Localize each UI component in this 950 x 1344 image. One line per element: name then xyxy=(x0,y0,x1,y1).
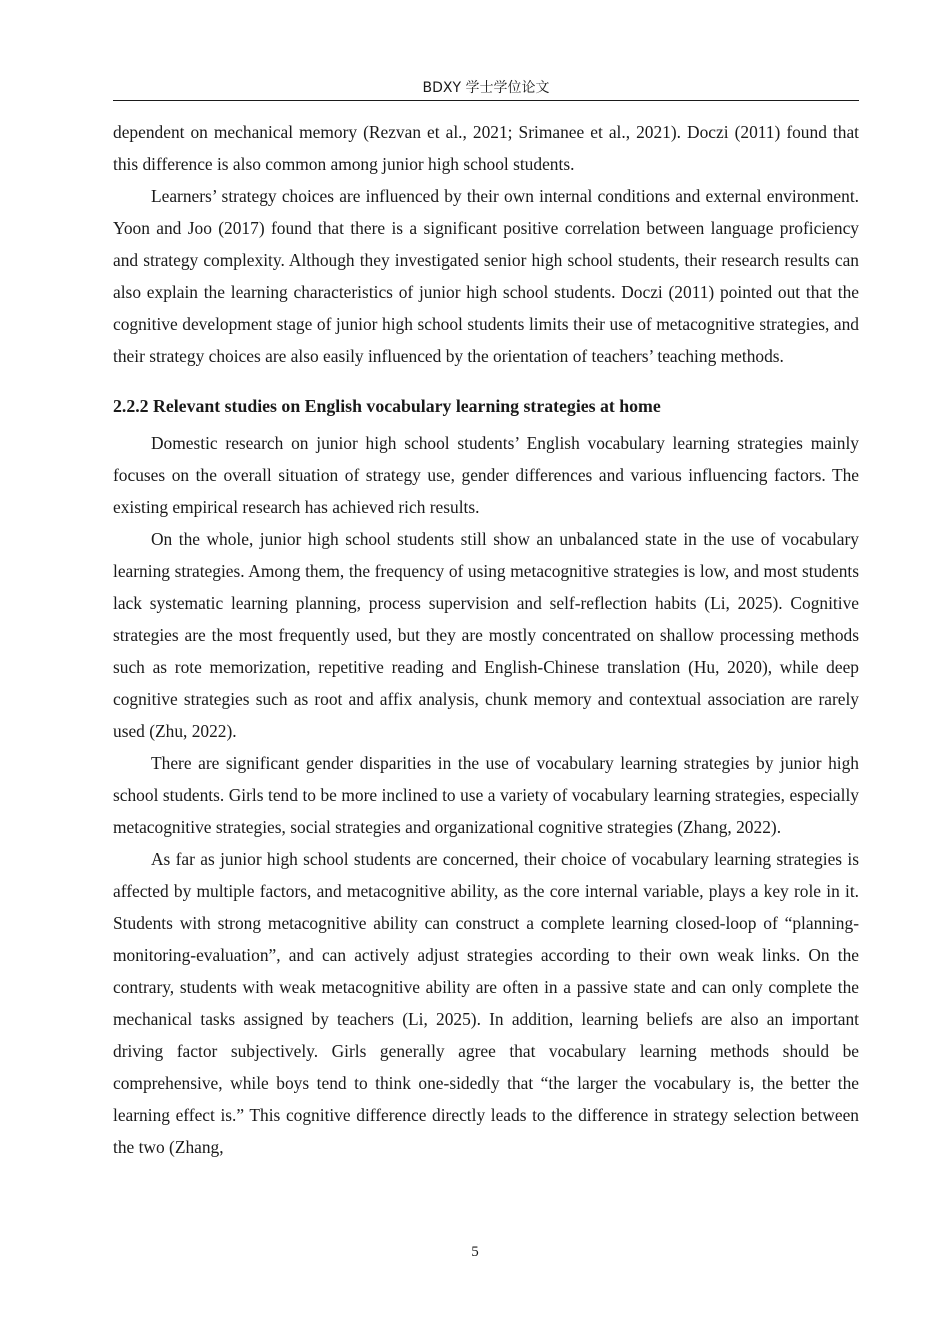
running-header xyxy=(113,76,859,101)
paragraph-strategy-choices: Learners’ strategy choices are influenced by their own internal conditions and external environment. Yoon and Joo (2017) found that there is a significant positive correlation between language proficiency and strategy complexity. Although they investigated senior high school students, their research results can also explain the learning characteristics of junior high school students. Doczi (2011) pointed out that the cognitive development stage of junior high school students limits their use of metacognitive strategies, and their strategy choices are also easily influenced by the orientation of teachers’ teaching methods. xyxy=(113,186,859,366)
page-number: 5 xyxy=(471,1244,479,1260)
running-header-title: BDXY 学士学位论文 xyxy=(422,80,550,96)
section-heading: 2.2.2 Relevant studies on English vocabulary learning strategies at home xyxy=(113,396,661,416)
paragraph-domestic-research: Domestic research on junior high school students’ English vocabulary learning strategies mainly focuses on the overall situation of strategy use, gender differences and various influencing factors. The existing empirical research has achieved rich results. xyxy=(113,433,859,517)
paragraph-influencing-factors: As far as junior high school students are concerned, their choice of vocabulary learning strategies is affected by multiple factors, and metacognitive ability, as the core internal variable, plays a key role in it. Students with strong metacognitive ability can construct a complete learning closed-loop of “planning-monitoring-evaluation”, and can actively adjust strategies according to their own weak links. On the contrary, students with weak metacognitive ability are often in a passive state and can only complete the mechanical tasks assigned by teachers (Li, 2025). In addition, learning beliefs are also an important driving factor subjectively. Girls generally agree that vocabulary learning methods should be comprehensive, while boys tend to think one-sidedly that “the larger the vocabulary is, the better the learning effect is.” This cognitive difference directly leads to the difference in strategy selection between the two (Zhang, xyxy=(113,849,859,1157)
paragraph-continued: dependent on mechanical memory (Rezvan et al., 2021; Srimanee et al., 2021). Doczi (2011) found that this difference is also common among junior high school students. xyxy=(113,122,859,174)
paragraph-unbalanced-state: On the whole, junior high school students still show an unbalanced state in the use of vocabulary learning strategies. Among them, the frequency of using metacognitive strategies is low, and most students lack systematic learning planning, process supervision and self-reflection habits (Li, 2025). Cognitive strategies are the most frequently used, but they are mostly concentrated on shallow processing methods such as rote memorization, repetitive reading and English-Chinese translation (Hu, 2020), while deep cognitive strategies such as root and affix analysis, chunk memory and contextual association are rarely used (Zhu, 2022). xyxy=(113,529,859,741)
page-body xyxy=(113,116,859,1163)
paragraph-gender-disparities: There are significant gender disparities in the use of vocabulary learning strategies by junior high school students. Girls tend to be more inclined to use a variety of vocabulary learning strategies, especially metacognitive strategies, social strategies and organizational cognitive strategies (Zhang, 2022). xyxy=(113,753,859,837)
